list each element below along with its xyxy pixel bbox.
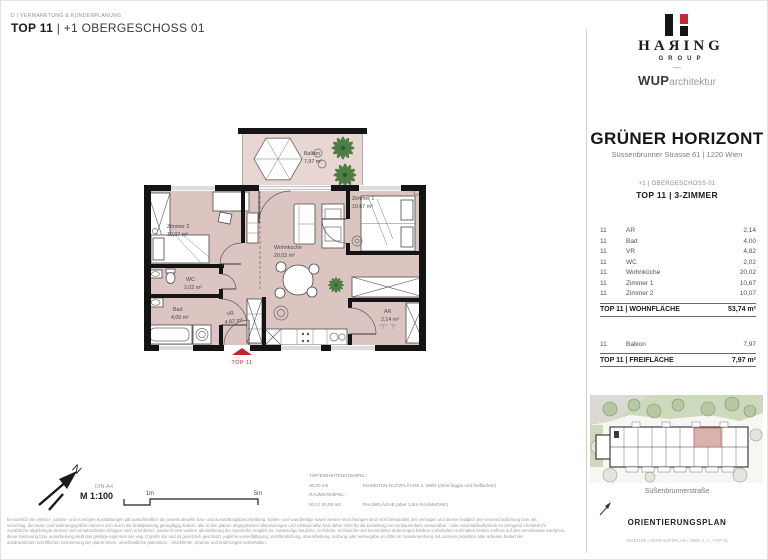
legal-disclaimer [7, 517, 571, 546]
area-zimmer1: 10,67 m² [352, 204, 373, 210]
paper-format-label: DIN-A4 [94, 484, 113, 490]
department-line: D | VERMARKTUNG & KUNDENPLANUNG [11, 13, 122, 19]
label-wohnkueche: Wohnküche [274, 245, 302, 251]
wup-suffix: architektur [669, 77, 716, 88]
scale-bar [121, 487, 263, 509]
room-stamp-row: 00,0 | 00,00 m2 RAUMFLÄCHE (über 1,5m RAUMHÖHE) [309, 501, 448, 507]
orientation-title: ORIENTIERUNGSPLAN [627, 518, 727, 527]
label-ar: AR [384, 309, 392, 315]
project-address: Süssenbrunner Strasse 61 | 1220 Wien [611, 150, 743, 159]
area-zimmer2: 10,07 m² [167, 232, 188, 238]
logo-divider: — [673, 63, 681, 72]
label-balkon: Balkon [304, 151, 321, 157]
street-label: Süßenbrunnerstraße [644, 488, 710, 495]
table-row: 11 VR 4,82 [600, 248, 756, 255]
page-title-unit: TOP 11 [11, 21, 54, 35]
wup-wordmark [587, 73, 767, 88]
disclaimer-line: diese zeichnung bzw. ausarbeitung stellt das geistige eigentum der wup zt gmbh dar und ist gesetzlich geschützt. jegliche vervielfältigung, veröffentlichung, überarbeitung, nutzung oder weitergabe an dritte im zusammenhang mit anderen projekten oder arbeiten bedarf der [7, 534, 524, 540]
living-area-total: TOP 11 | WOHNFLÄCHE 53,74 m² [600, 303, 756, 317]
area-ar: 2,14 m² [381, 317, 399, 323]
area-wc: 2,02 m² [184, 285, 202, 291]
room-stamp-title: RAUMSTEMPEL: [309, 492, 346, 497]
area-vr: 4,82 m² [224, 317, 243, 326]
disclaimer-line: hinsichtlich der elektro-, sanitär- und sonstigen ausstattungen gilt ausschließlich die jeweils aktuelle bau- und ausstattungsbeschreibung. boden- und wandbeläge sowie weitere einrichtungen sind nicht bestandteil des vertrages und dienen lediglich der veranschaulichung bzw. als [7, 517, 537, 522]
entrance-label: TOP 11 [231, 360, 253, 366]
table-row: 11 Wohnküche 20,02 [600, 269, 756, 276]
table-row: 11 Zimmer 1 10,67 [600, 279, 756, 287]
label-wc: WC [186, 277, 195, 283]
outdoor-area-total: TOP 11 | FREIFLÄCHE 7,97 m² [600, 353, 756, 367]
table-row: 11 AR 2,14 [600, 227, 756, 234]
disclaimer-line: ausdrücklichen schriftlichen zustimmung der planer:innen. unverbindliche planskizze - druckfehler, irrtümer und änderungen vorbehalten. [7, 539, 267, 545]
table-row: 11 WC 2,02 [600, 258, 756, 266]
stamp-row: 00,00 m2 EINHEITEN-NUTZFLÄCHE lt. WBO (ohne loggia und freiflächen) [309, 482, 497, 488]
table-row-balkon: 11 Balkon 7,97 [600, 340, 756, 348]
haring-logo-icon [587, 14, 767, 41]
page-title [11, 21, 205, 35]
table-row: 11 Bad 4,00 [600, 237, 756, 245]
scale-label: M 1:100 [79, 491, 113, 501]
mini-north-arrow-icon [598, 499, 614, 517]
project-unit: TOP 11 | 3-ZIMMER [636, 190, 718, 200]
project-name: GRÜNER HORIZONT [590, 129, 764, 148]
label-zimmer1: Zimmer 1 [352, 196, 375, 202]
project-floor: +1 | OBERGESCHOSS 01 [638, 181, 716, 187]
plan-file-reference: 20251105 | VERKAUFSPLAN | SBW-1_A_TOP-11 [626, 538, 728, 543]
scale-tick-5m: 5m [253, 491, 263, 497]
site-building [596, 422, 748, 472]
orientation-siteplan [590, 395, 763, 483]
scale-tick-1m: 1m [145, 491, 155, 497]
label-zimmer2: Zimmer 2 [167, 224, 190, 230]
stamp-title: TOP/EINHEITENSTEMPEL: [309, 473, 367, 478]
area-wohnkueche: 20,02 m² [274, 253, 295, 259]
wup-bold: WUP [638, 73, 670, 88]
disclaimer-line: zusätzliche abgehängte decken und vorsatzschalen erfolgen nach erfordernis, wodurch eine weitere abminderung der raumhöhe möglich ist. notwendige bauliche, rechtliche, technische und konstruktive änderungen bleiben vorbehalten und haben keinen einfluss auf den vereinbarten kaufpreis. [7, 528, 566, 534]
page-title-floor: | +1 OBERGESCHOSS 01 [53, 21, 205, 35]
haring-wordmark: HAЯING [638, 38, 724, 54]
stamp-legend [309, 473, 569, 511]
area-bad: 4,00 m² [171, 315, 189, 321]
haring-group-label: GROUP [658, 56, 706, 62]
area-table [600, 227, 756, 367]
area-balkon: 7,97 m² [304, 159, 322, 165]
label-vr: VR [226, 310, 235, 318]
north-letter: N [69, 462, 84, 477]
floorplan-svg [131, 101, 461, 391]
table-row: 11 Zimmer 2 10,07 [600, 290, 756, 297]
disclaimer-line: vorschlag. die raum- und wohnungsgrößen können sich durch die detailplanung geringfügig ändern. alle in den plänen angegebenen abmessungen und rohbaumaße sind daher nicht für die bestellung von einbaumöbeln verwendbar - eine naturmaßaufnahme ist zwingend erforderlich! [7, 522, 546, 528]
label-bad: Bad [173, 307, 183, 313]
site-highlight-unit [694, 428, 721, 447]
